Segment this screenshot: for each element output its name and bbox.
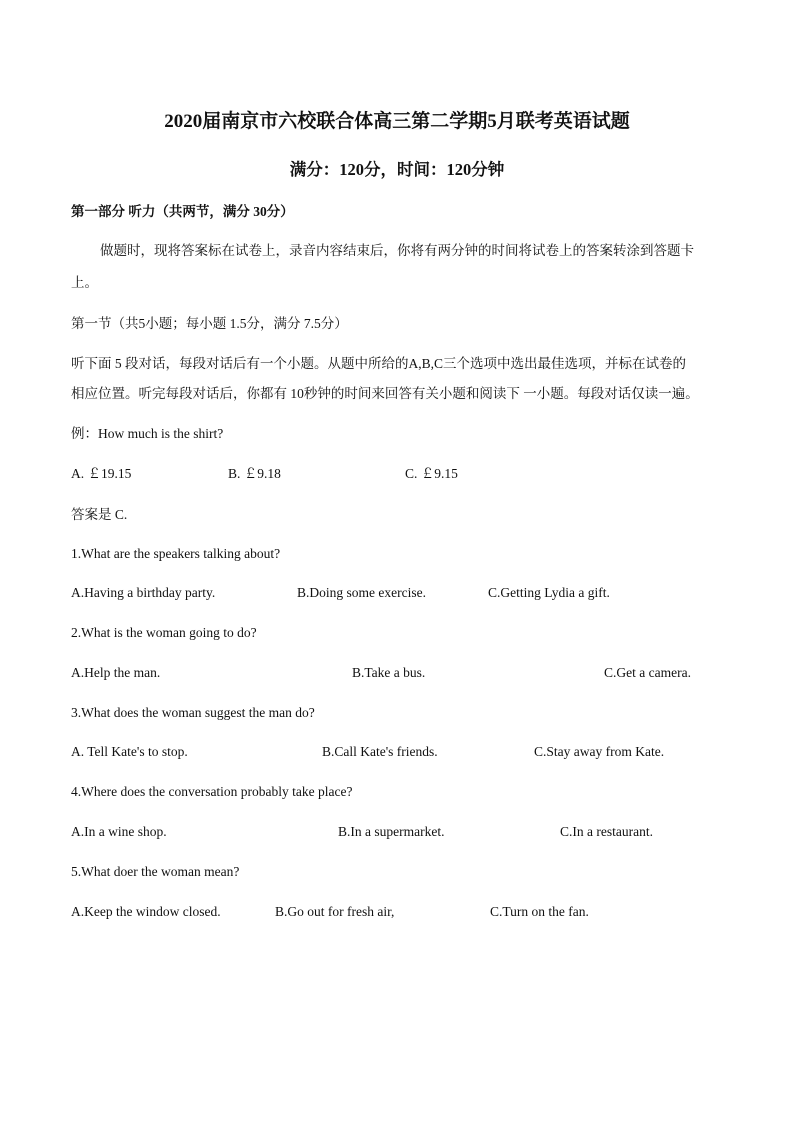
section1-heading: 第一节（共5小题；每小题 1.5分，满分 7.5分） (71, 316, 348, 331)
question-1: 1.What are the speakers talking about? (71, 546, 281, 561)
question-1-option-c: C.Getting Lydia a gift. (488, 585, 610, 600)
question-2-option-b: B.Take a bus. (352, 665, 426, 680)
page-title: 2020届南京市六校联合体高三第二学期5月联考英语试题 (164, 111, 630, 132)
question-3-option-c: C.Stay away from Kate. (534, 744, 665, 759)
example-answer: 答案是 C. (71, 507, 128, 522)
question-3: 3.What does the woman suggest the man do? (71, 705, 315, 720)
question-4-option-b: B.In a supermarket. (338, 824, 445, 839)
question-2-option-a: A.Help the man. (71, 665, 161, 680)
question-5-option-c: C.Turn on the fan. (490, 904, 589, 919)
instructions-line-2: 上。 (71, 275, 98, 290)
example-option-c: C. ￡9.15 (405, 466, 458, 481)
example-option-b: B. ￡9.18 (228, 466, 281, 481)
question-5-option-b: B.Go out for fresh air, (275, 904, 395, 919)
question-5: 5.What doer the woman mean? (71, 864, 240, 879)
question-3-option-a: A. Tell Kate's to stop. (71, 744, 188, 759)
section1-desc-line-2: 相应位置。听完每段对话后，你都有 10秒钟的时间来回答有关小题和阅读下 一小题。每段对话仅读一遍。 (71, 386, 699, 401)
question-2-option-c: C.Get a camera. (604, 665, 691, 680)
part1-heading: 第一部分 听力（共两节，满分 30分） (71, 204, 294, 219)
question-4-option-a: A.In a wine shop. (71, 824, 167, 839)
question-1-option-b: B.Doing some exercise. (297, 585, 426, 600)
question-4: 4.Where does the conversation probably take place? (71, 784, 353, 799)
example-question: 例：How much is the shirt? (71, 426, 224, 441)
question-3-option-b: B.Call Kate's friends. (322, 744, 438, 759)
question-5-option-a: A.Keep the window closed. (71, 904, 221, 919)
section1-desc-line-1: 听下面 5 段对话，每段对话后有一个小题。从题中所给的A,B,C三个选项中选出最佳选项，并标在试卷的 (71, 356, 687, 371)
page-subtitle: 满分：120分，时间：120分钟 (289, 160, 505, 179)
question-2: 2.What is the woman going to do? (71, 625, 257, 640)
example-option-a: A. ￡19.15 (71, 466, 132, 481)
instructions-line-1: 做题时，现将答案标在试卷上，录音内容结束后，你将有两分钟的时间将试卷上的答案转涂到答题卡 (100, 243, 694, 258)
question-1-option-a: A.Having a birthday party. (71, 585, 216, 600)
question-4-option-c: C.In a restaurant. (560, 824, 653, 839)
